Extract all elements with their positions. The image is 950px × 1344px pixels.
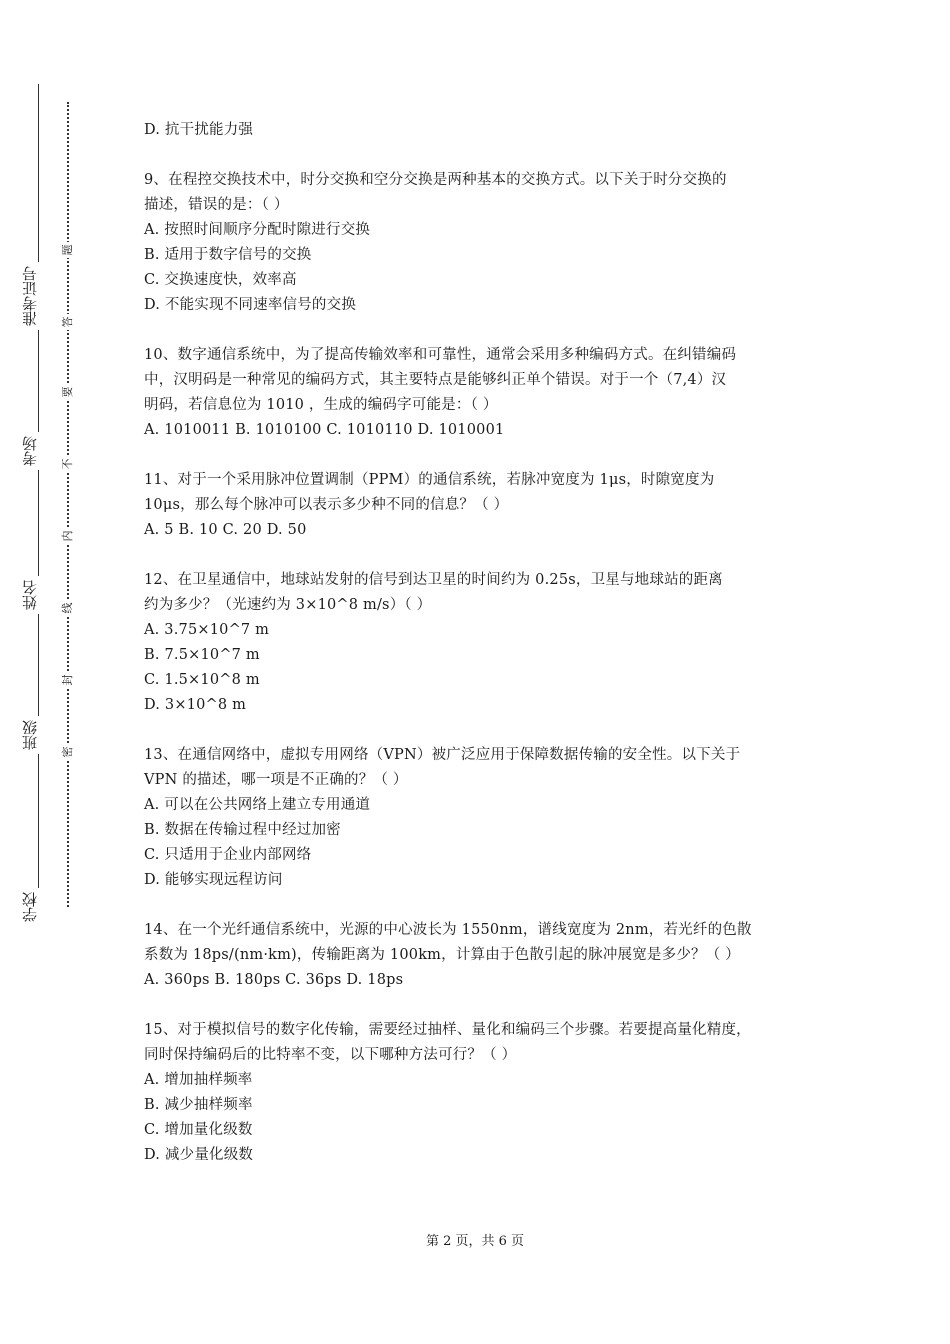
name-label: 姓名 bbox=[22, 576, 54, 614]
option-line: B. 数据在传输过程中经过加密 bbox=[144, 822, 341, 838]
seal-char: 密 bbox=[62, 744, 74, 760]
question-text: 13、在通信网络中，虚拟专用网络（VPN）被广泛应用于保障数据传输的安全性。以下关于 bbox=[144, 747, 741, 763]
option-line: C. 1.5×10^8 m bbox=[144, 672, 260, 688]
question-text: VPN 的描述，哪一项是不正确的？（ ） bbox=[144, 772, 408, 788]
page-footer: 第 2 页，共 6 页 bbox=[425, 1234, 525, 1249]
exam-id-label: 准考证号 bbox=[22, 262, 54, 330]
option-line: A. 增加抽样频率 bbox=[144, 1072, 253, 1088]
question-text: 15、对于模拟信号的数字化传输，需要经过抽样、量化和编码三个步骤。若要提高量化精度， bbox=[144, 1022, 751, 1038]
question-text: 同时保持编码后的比特率不变，以下哪种方法可行？（ ） bbox=[144, 1047, 517, 1063]
option-line: D. 抗干扰能力强 bbox=[144, 122, 254, 138]
class-label: 班级 bbox=[22, 716, 54, 754]
binding-solid-line bbox=[38, 84, 39, 920]
question-text: 11、对于一个采用脉冲位置调制（PPM）的通信系统，若脉冲宽度为 1μs，时隙宽度为 bbox=[144, 472, 715, 488]
question-text: 系数为 18ps/(nm·km)，传输距离为 100km，计算由于色散引起的脉冲展宽是多少？（ ） bbox=[144, 947, 740, 963]
question-text: 约为多少？（光速约为 3×10^8 m/s）（ ） bbox=[144, 597, 432, 613]
seal-char: 题 bbox=[62, 242, 74, 258]
binding-dotted-line bbox=[67, 102, 69, 907]
question-text: 12、在卫星通信中，地球站发射的信号到达卫星的时间约为 0.25s，卫星与地球站的距离 bbox=[144, 572, 723, 588]
option-line: C. 增加量化级数 bbox=[144, 1122, 253, 1138]
question-text: 10、数字通信系统中，为了提高传输效率和可靠性，通常会采用多种编码方式。在纠错编码 bbox=[144, 347, 737, 363]
option-line: B. 7.5×10^7 m bbox=[144, 647, 260, 663]
option-line: C. 只适用于企业内部网络 bbox=[144, 847, 312, 863]
option-line: A. 1010011 B. 1010100 C. 1010110 D. 1010001 bbox=[144, 422, 505, 438]
seal-char: 要 bbox=[62, 384, 74, 400]
option-line: A. 可以在公共网络上建立专用通道 bbox=[144, 797, 371, 813]
question-9 bbox=[144, 168, 824, 318]
question-text: 14、在一个光纤通信系统中，光源的中心波长为 1550nm，谱线宽度为 2nm，若光纤的色散 bbox=[144, 922, 752, 938]
seal-char: 答 bbox=[62, 314, 74, 330]
question-text: 中，汉明码是一种常见的编码方式，其主要特点是能够纠正单个错误。对于一个（7,4）汉 bbox=[144, 372, 727, 388]
option-line: A. 按照时间顺序分配时隙进行交换 bbox=[144, 222, 371, 238]
exam-room-label: 考场 bbox=[22, 432, 54, 470]
option-line: A. 360ps B. 180ps C. 36ps D. 18ps bbox=[144, 972, 404, 988]
option-line: D. 不能实现不同速率信号的交换 bbox=[144, 297, 357, 313]
seal-char: 线 bbox=[62, 600, 74, 616]
question-text: 描述，错误的是：（ ） bbox=[144, 197, 289, 213]
question-text: 9、在程控交换技术中，时分交换和空分交换是两种基本的交换方式。以下关于时分交换的 bbox=[144, 172, 727, 188]
school-label: 学校 bbox=[22, 888, 54, 926]
question-list bbox=[144, 118, 824, 1168]
question-11 bbox=[144, 468, 824, 543]
seal-char: 封 bbox=[62, 672, 74, 688]
question-text: 明码，若信息位为 1010 ，生成的编码字可能是：（ ） bbox=[144, 397, 498, 413]
question-12 bbox=[144, 568, 824, 718]
question-15 bbox=[144, 1018, 824, 1168]
option-line: D. 能够实现远程访问 bbox=[144, 872, 283, 888]
option-line: D. 减少量化级数 bbox=[144, 1147, 254, 1163]
seal-char: 内 bbox=[62, 528, 74, 544]
option-line: C. 交换速度快，效率高 bbox=[144, 272, 297, 288]
option-line: B. 适用于数字信号的交换 bbox=[144, 247, 312, 263]
option-line: D. 3×10^8 m bbox=[144, 697, 247, 713]
option-line: B. 减少抽样频率 bbox=[144, 1097, 253, 1113]
option-line: A. 5 B. 10 C. 20 D. 50 bbox=[144, 522, 307, 538]
option-line: A. 3.75×10^7 m bbox=[144, 622, 270, 638]
question-10 bbox=[144, 343, 824, 443]
question-13 bbox=[144, 743, 824, 893]
seal-char: 不 bbox=[62, 456, 74, 472]
question-text: 10μs，那么每个脉冲可以表示多少种不同的信息？（ ） bbox=[144, 497, 509, 513]
question-14 bbox=[144, 918, 824, 993]
